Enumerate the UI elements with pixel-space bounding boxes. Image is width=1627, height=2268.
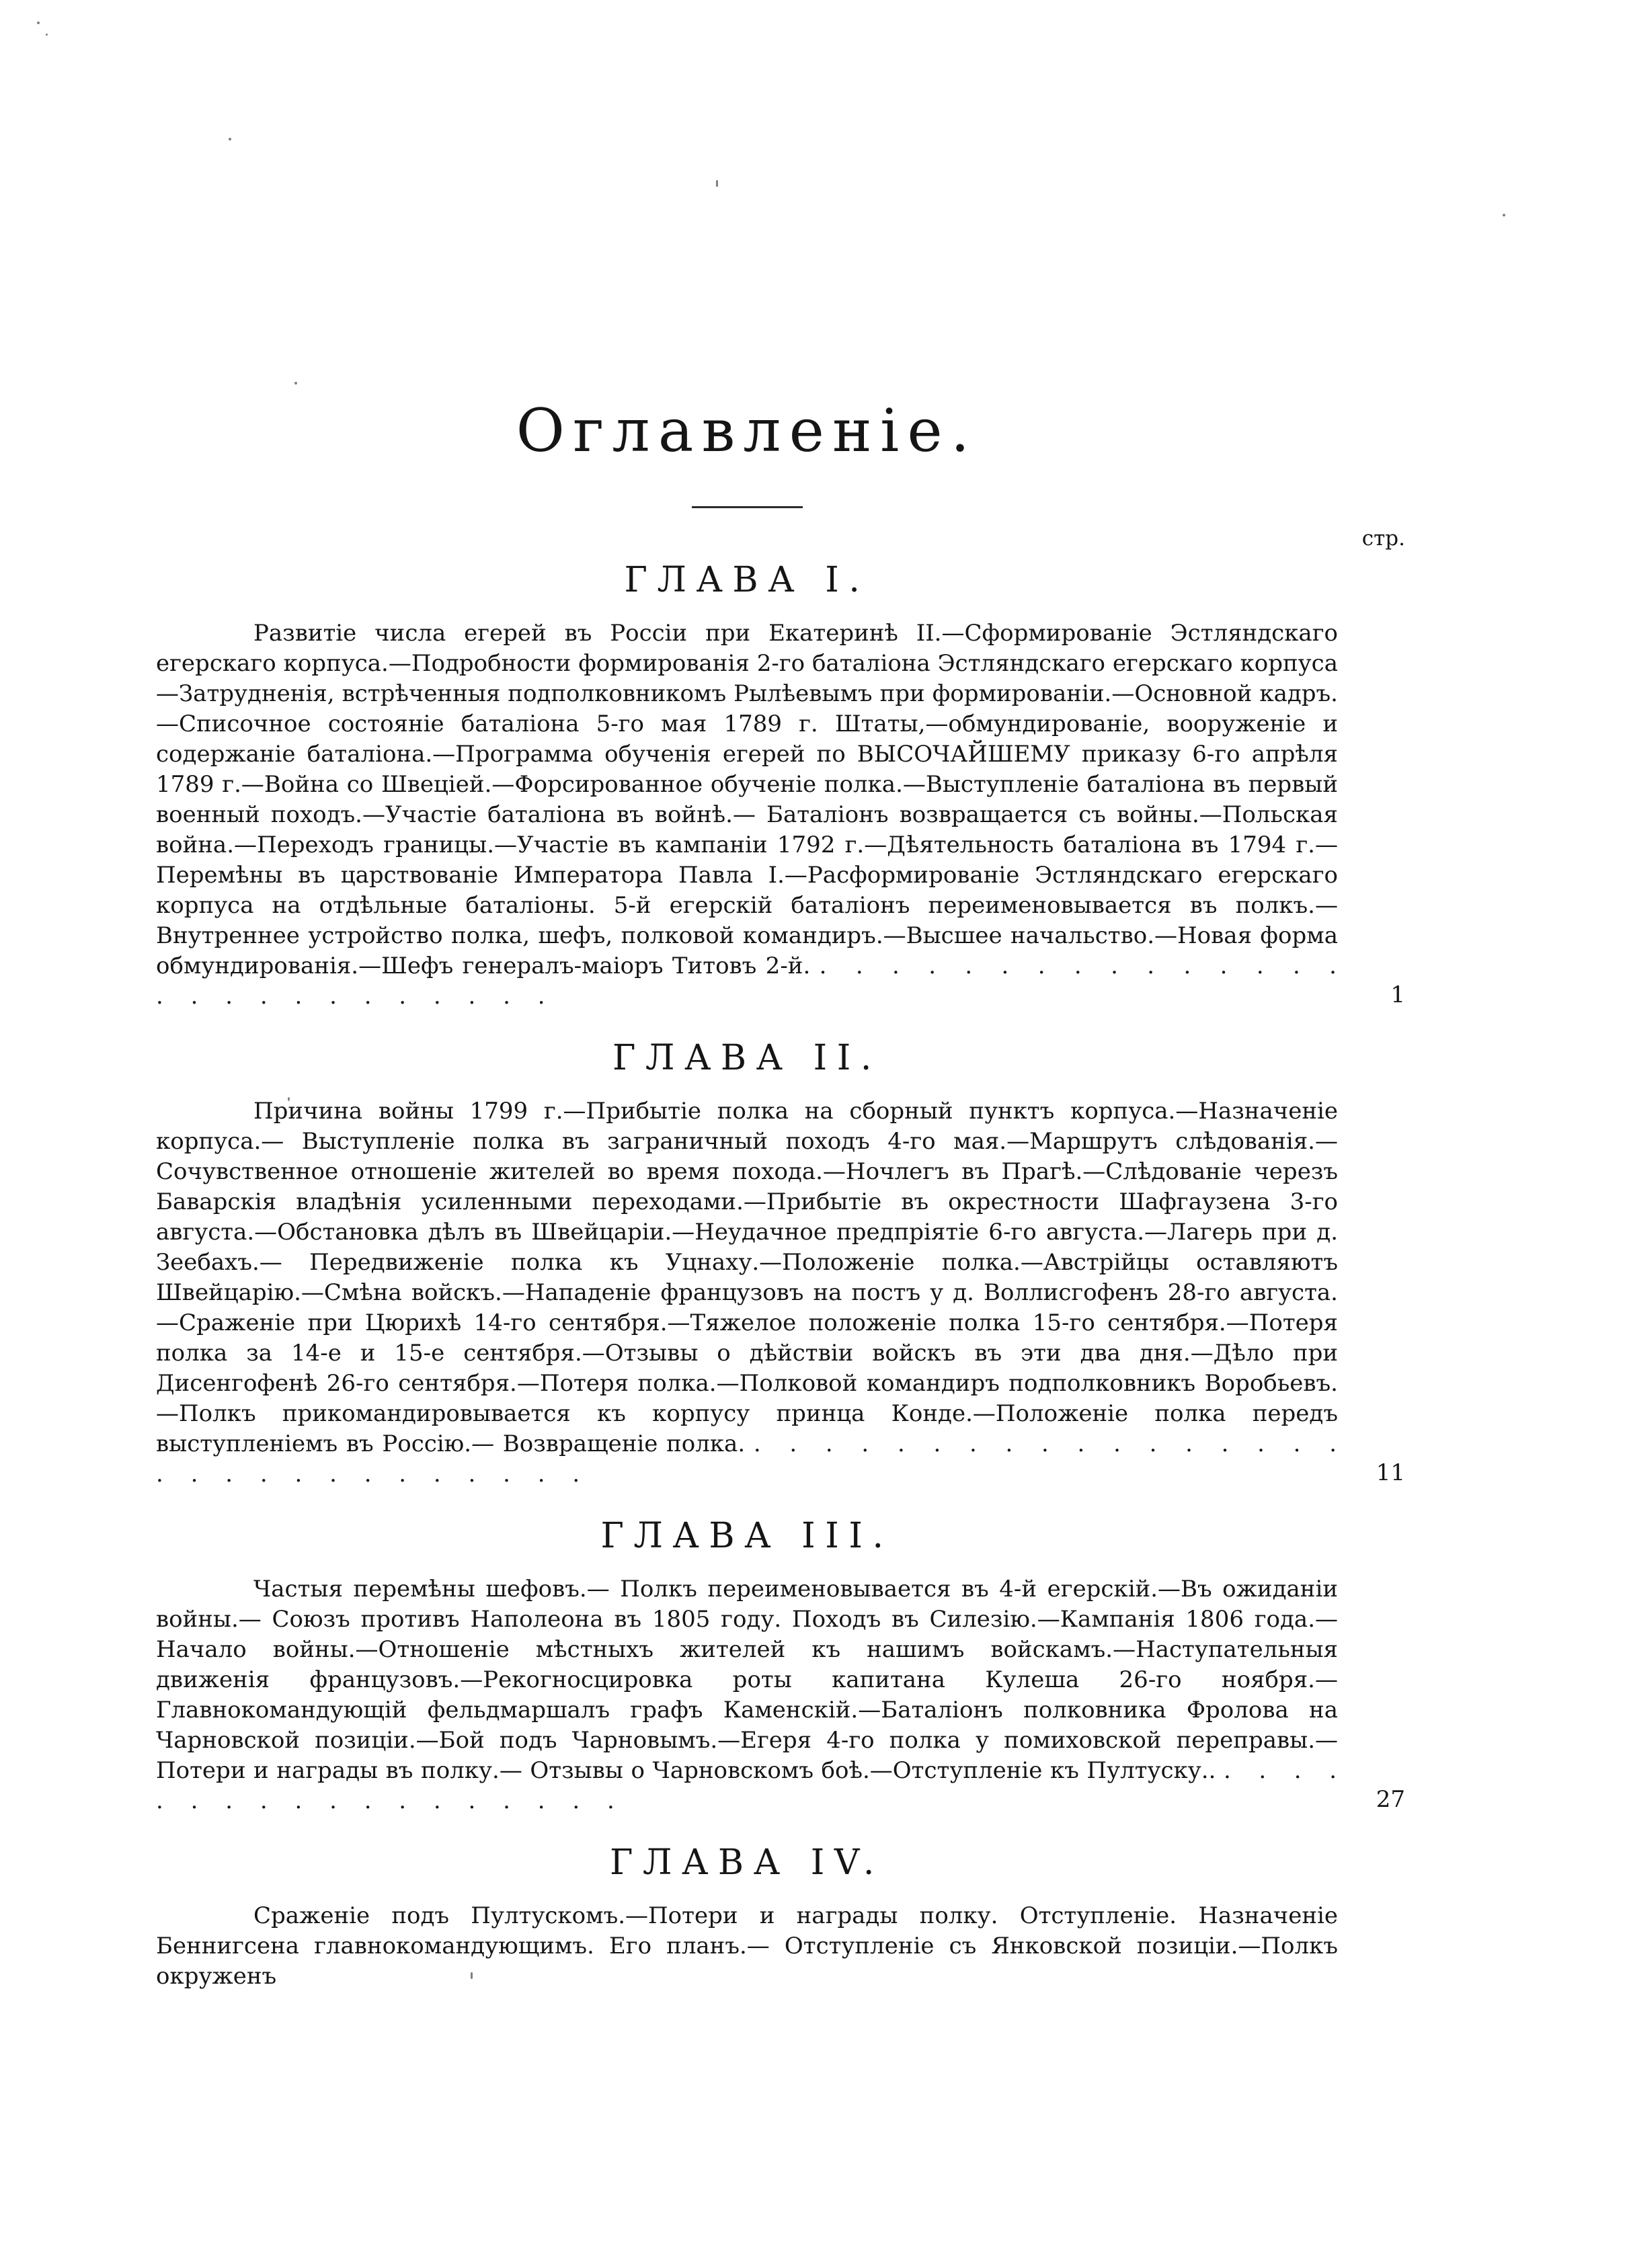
table-of-contents	[0, 396, 1627, 1992]
page-number: 27	[1376, 1785, 1405, 1813]
toc-entry	[156, 1574, 1405, 1816]
chapter-summary-text: Сраженіе подъ Пултускомъ.—Потери и награды полку. Отступленіе. Назначеніе Беннигсена главнокомандующимъ. Его планъ.— Отступленіе съ Янковской позиціи.—Полкъ окруженъ	[156, 1902, 1338, 1990]
dot-leader: . . . . . . . . . . . . . . . . . . . . . . . . . . .	[156, 953, 1338, 1010]
chapter-summary-text: Причина войны 1799 г.—Прибытіе полка на сборный пунктъ корпуса.—Назначеніе корпуса.— Выступленіе полка въ заграничный походъ 4-го мая.—Маршрутъ слѣдованія.—Сочувственное отношеніе жителей во время похода.—Ночлегъ въ Прагѣ.—Слѣдованіе черезъ Баварскія владѣнія усиленными переходами.—Прибытіе въ окрестности Шафгаузена 3-го августа.—Обстановка дѣлъ въ Швейцаріи.—Неудачное предпріятіе 6-го августа.—Лагерь при д. Зеебахъ.— Передвиженіе полка къ Уцнаху.—Положеніе полка.—Австрійцы оставляютъ Швейцарію.—Смѣна войскъ.—Нападеніе французовъ на постъ у д. Воллисгофенъ 28-го августа.—Сраженіе при Цюрихѣ 14-го сентября.—Тяжелое положеніе полка 15-го сентября.—Потеря полка за 14-е и 15-е сентября.—Отзывы о дѣйствіи войскъ въ эти два дня.—Дѣло при Дисенгофенѣ 26-го сентября.—Потеря полка.—Полковой командиръ подполковникъ Воробьевъ.—Полкъ прикомандировывается къ корпусу принца Конде.—Положеніе полка передъ выступленіемъ въ Россію.— Возвращеніе полка.	[156, 1098, 1338, 1458]
chapter-summary	[156, 1574, 1338, 1816]
chapter-summary	[156, 1096, 1338, 1490]
chapter-summary-text: Развитіе числа егерей въ Россіи при Екатеринѣ II.—Сформированіе Эстляндскаго егерскаго корпуса.—Подробности формированія 2-го баталіона Эстляндскаго егерскаго корпуса —Затрудненія, встрѣченныя подполковникомъ Рылѣевымъ при формированіи.—Основной кадръ.—Списочное состояніе баталіона 5-го мая 1789 г. Штаты,—обмундированіе, вооруженіе и содержаніе баталіона.—Программа обученія егерей по ВЫСОЧАЙШЕМУ приказу 6-го апрѣля 1789 г.—Война со Швеціей.—Форсированное обученіе полка.—Выступленіе баталіона въ первый военный походъ.—Участіе баталіона въ войнѣ.— Баталіонъ возвращается съ войны.—Польская война.—Переходъ границы.—Участіе въ кампаніи 1792 г.—Дѣятельность баталіона въ 1794 г.—Перемѣны въ царствованіе Императора Павла I.—Расформированіе Эстляндскаго егерскаго корпуса на отдѣльные баталіоны. 5-й егерскій баталіонъ переименовывается въ полкъ.— Внутреннее устройство полка, шефъ, полковой командиръ.—Высшее начальство.—Новая форма обмундированія.—Шефъ генералъ-маіоръ Титовъ 2-й.	[156, 620, 1338, 980]
scan-speck	[716, 180, 718, 187]
toc-entry	[156, 1901, 1338, 1992]
chapter-4-heading: ГЛАВА IV.	[610, 1842, 884, 1883]
dot-leader: . . . . . . . . . . . . . . . . . . . . . . . . . . . . . .	[156, 1430, 1338, 1488]
scan-speck	[1503, 214, 1505, 216]
dot-leader: . . . . . . . . . . . . . . . . . .	[156, 1756, 1339, 1814]
toc-entry	[156, 1096, 1405, 1490]
toc-entry	[156, 618, 1405, 1012]
scan-speck	[294, 382, 297, 384]
scan-speck	[46, 34, 48, 36]
title-rule	[692, 506, 803, 508]
scan-speck	[229, 138, 231, 140]
chapter-summary-text: Частыя перемѣны шефовъ.— Полкъ переименовывается въ 4-й егерскій.—Въ ожиданіи войны.— Союзъ противъ Наполеона въ 1805 году. Походъ въ Силезію.—Кампанія 1806 года.—Начало войны.—Отношеніе мѣстныхъ жителей къ нашимъ войскамъ.—Наступательныя движенія французовъ.—Рекогносцировка роты капитана Кулеша 26-го ноября.—Главнокомандующій фельдмаршалъ графъ Каменскій.—Баталіонъ полковника Фролова на Чарновской позиціи.—Бой подъ Чарновымъ.—Егеря 4-го полка у помиховской переправы.—Потери и награды въ полку.— Отзывы о Чарновскомъ боѣ.—Отступленіе къ Пултуску..	[156, 1575, 1338, 1784]
page-column-header: стр.	[1361, 526, 1405, 551]
chapter-2-heading: ГЛАВА II.	[612, 1038, 881, 1079]
page-title: Оглавленіе.	[516, 396, 978, 465]
chapter-1-heading: ГЛАВА I.	[624, 560, 870, 601]
page-number: 1	[1390, 981, 1405, 1009]
scan-speck	[37, 22, 40, 24]
chapter-3-heading: ГЛАВА III.	[600, 1516, 894, 1557]
page-number: 11	[1376, 1459, 1405, 1487]
chapter-summary	[156, 618, 1338, 1012]
chapter-summary	[156, 1901, 1338, 1992]
